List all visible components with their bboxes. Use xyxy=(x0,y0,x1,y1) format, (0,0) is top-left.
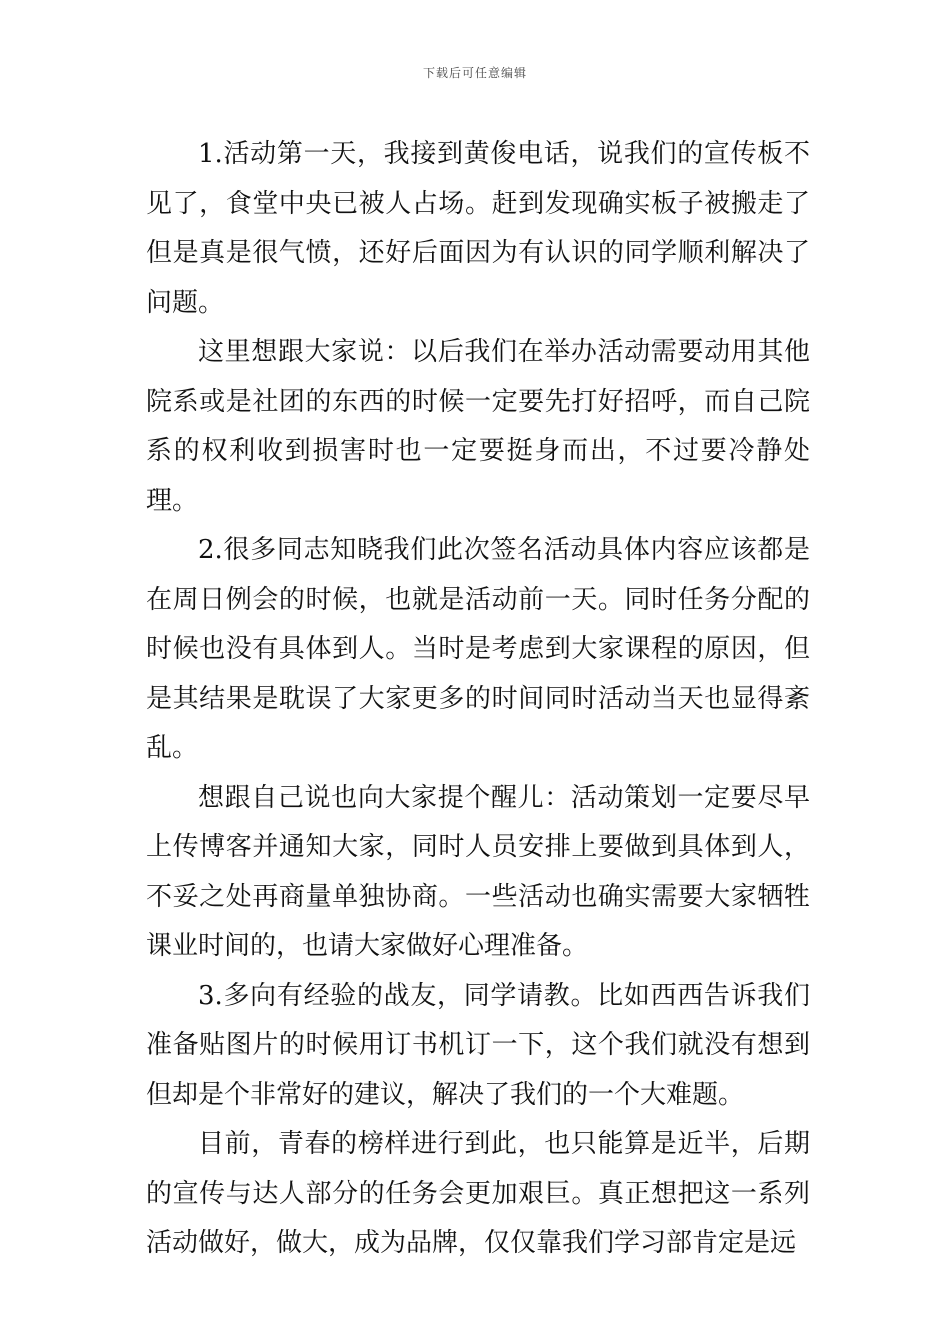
paragraph-1: 1.活动第一天，我接到黄俊电话，说我们的宣传板不见了，食堂中央已被人占场。赶到发现确实板子被搬走了但是真是很气愤，还好后面因为有认识的同学顺利解决了问题。 xyxy=(146,139,810,318)
paragraph-4: 想跟自己说也向大家提个醒儿：活动策划一定要尽早上传博客并通知大家，同时人员安排上要做到具体到人，不妥之处再商量单独协商。一些活动也确实需要大家牺牲课业时间的，也请大家做好心理准备。 xyxy=(146,782,810,961)
paragraph-2: 这里想跟大家说：以后我们在举办活动需要动用其他院系或是社团的东西的时候一定要先打好招呼，而自己院系的权利收到损害时也一定要挺身而出，不过要冷静处理。 xyxy=(146,337,810,516)
paragraph-3: 2.很多同志知晓我们此次签名活动具体内容应该都是在周日例会的时候，也就是活动前一天。同时任务分配的时候也没有具体到人。当时是考虑到大家课程的原因，但是其结果是耽误了大家更多的时间同时活动当天也显得紊乱。 xyxy=(146,535,810,763)
paragraph-6: 目前，青春的榜样进行到此，也只能算是近半，后期的宣传与达人部分的任务会更加艰巨。真正想把这一系列活动做好，做大，成为品牌，仅仅靠我们学习部肯定是远 xyxy=(146,1129,810,1258)
document-body xyxy=(146,130,810,1269)
paragraph-5: 3.多向有经验的战友，同学请教。比如西西告诉我们准备贴图片的时候用订书机订一下，这个我们就没有想到但却是个非常好的建议，解决了我们的一个大难题。 xyxy=(146,980,810,1110)
header-note: 下载后可任意编辑 xyxy=(422,66,527,80)
